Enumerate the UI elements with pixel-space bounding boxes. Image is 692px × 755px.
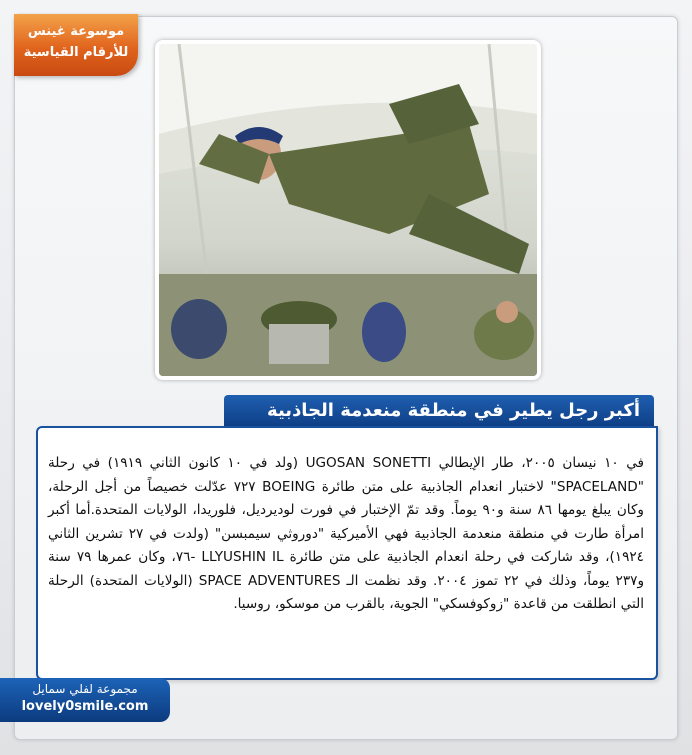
- zero-gravity-flight-photo-icon: [159, 44, 537, 376]
- badge-line-1: موسوعة غينس: [27, 24, 125, 39]
- site-logo: [0, 678, 170, 722]
- article-text-box: [36, 426, 658, 680]
- guinness-badge: [14, 14, 138, 76]
- site-logo-url: lovely0smile.com: [21, 699, 149, 714]
- site-logo-arabic: مجموعة لفلي سمايل: [32, 682, 138, 696]
- article-title-bar: [224, 395, 654, 427]
- article-body: في ١٠ نيسان ٢٠٠٥، طار الإيطالي UGOSAN SONETTI (ولد في ١٠ كانون الثاني ١٩١٩) في رحلة "SPACELAND" لاختبار انعدام الجاذبية على متن طائرة BOEING ٧٢٧ عدّلت خصيصاً من أجل الرحلة، وكان يبلغ يومها ٨٦ سنة و٩٠ يوماً. وقد تمّ الإختبار في فورت لوديرديل، فلوريدا، الولايات المتحدة.أما أكبر امرأة طارت في منطقة منعدمة الجاذبية فهي الأميركية "دوروثي سيمبسن" (ولدت في ٢٧ تشرين الثاني ١٩٢٤)، وقد شاركت في رحلة انعدام الجاذبية على متن طائرة LLYUSHIN IL -٧٦، وكان عمرها ٧٩ سنة و٢٣٧ يوماً، وذلك في ٢٢ تموز ٢٠٠٤. وقد نظمت الـ SPACE ADVENTURES (الولايات المتحدة) الرحلة التي انطلقت من قاعدة "زوكوفسكي" الجوية، بالقرب من موسكو، روسيا.: [48, 455, 645, 612]
- zero-gravity-photo: [155, 40, 541, 380]
- article-title: أكبر رجل يطير في منطقة منعدمة الجاذبية: [267, 400, 640, 421]
- badge-line-2: للأرقام القياسية: [23, 45, 129, 60]
